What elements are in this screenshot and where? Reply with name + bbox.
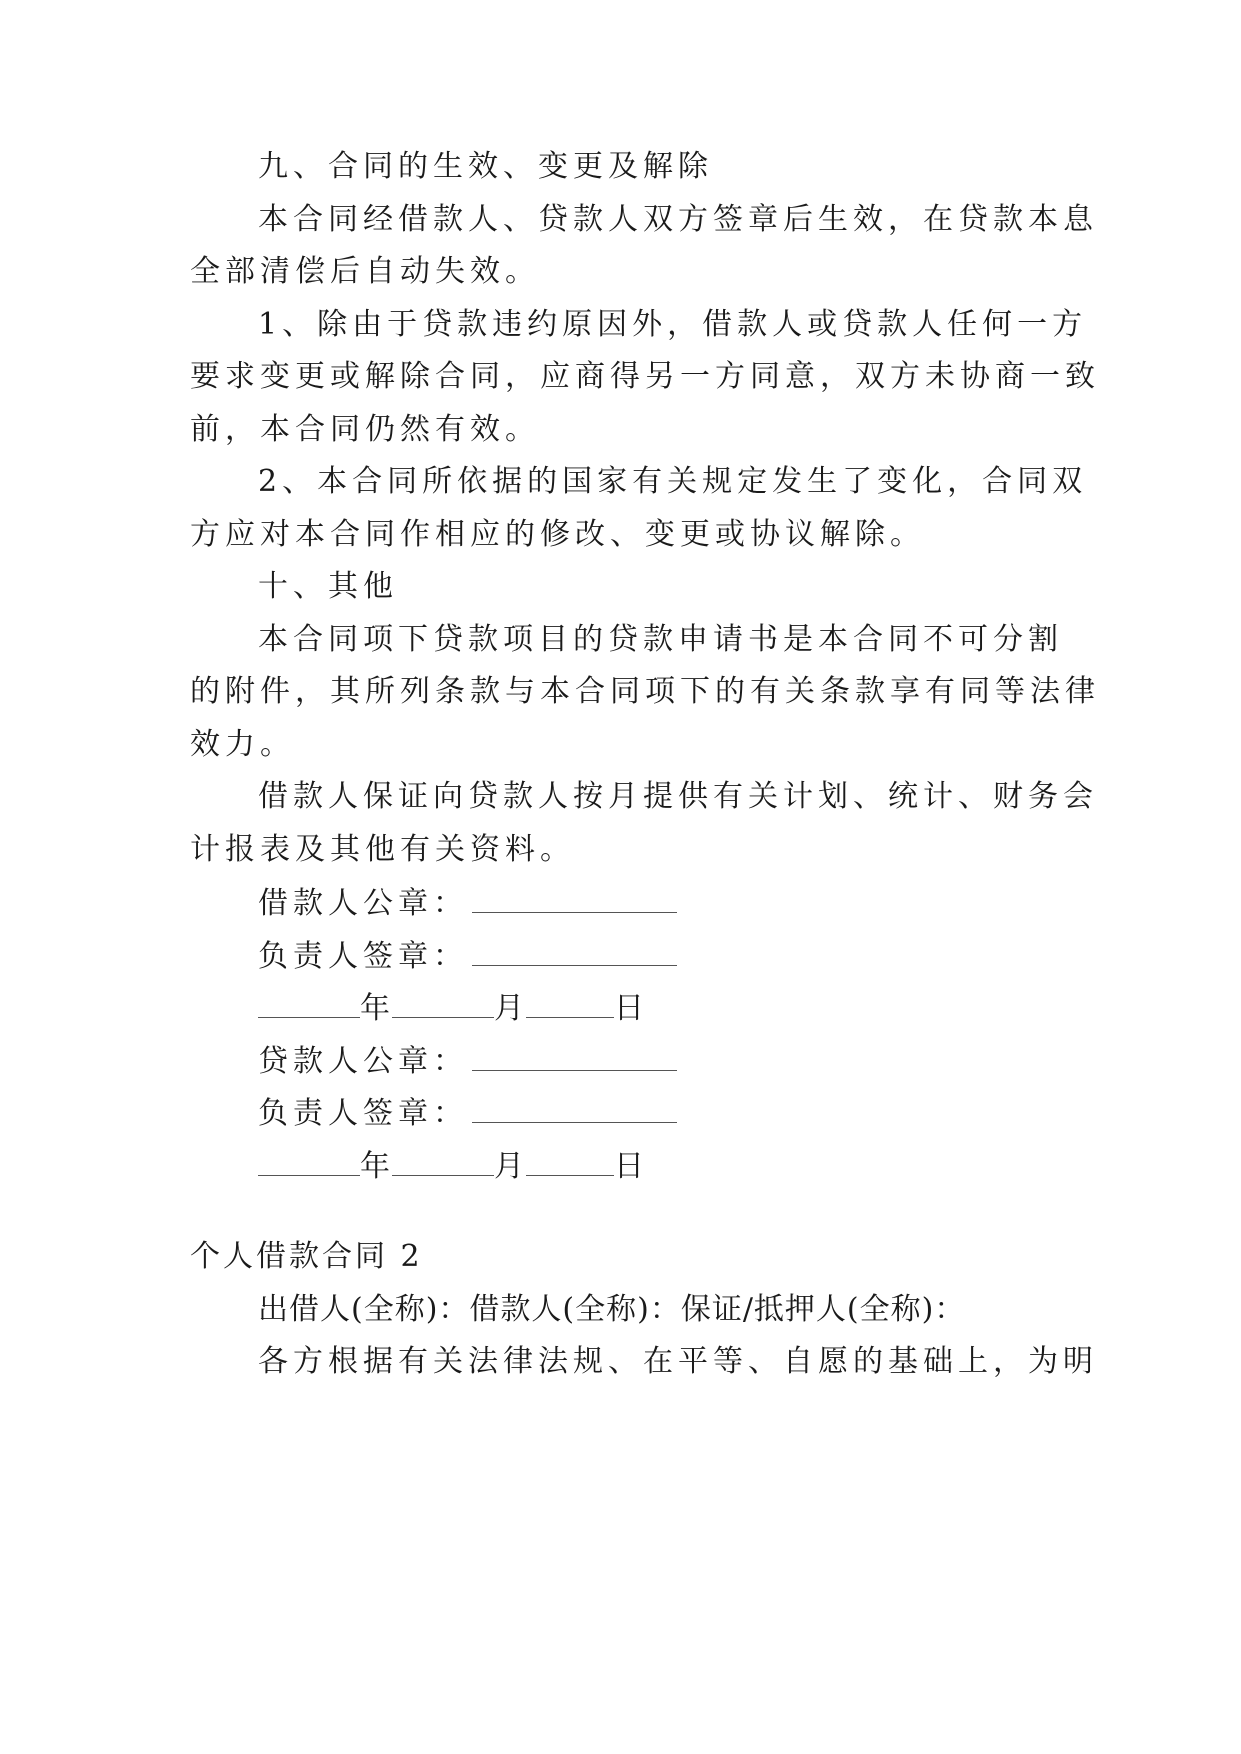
- lender-seal-field: [258, 1040, 1118, 1080]
- month-label: 月: [494, 991, 526, 1026]
- year-label: 年: [360, 1149, 392, 1184]
- borrower-sign-blank: [472, 935, 677, 966]
- paragraph-line: 本合同项下贷款项目的贷款申请书是本合同不可分割: [258, 622, 1063, 657]
- paragraph-line: 要求变更或解除合同，应商得另一方同意，双方未协商一致: [190, 359, 1100, 394]
- paragraph-line: 2、本合同所依据的国家有关规定发生了变化，合同双: [258, 464, 1088, 499]
- year-blank: [258, 987, 360, 1018]
- lender-sign-label: 负责人签章：: [258, 1096, 468, 1131]
- lender-sign-field: [258, 1092, 1118, 1132]
- borrower-sign-field: [258, 935, 1118, 975]
- paragraph-line: 全部清偿后自动失效。: [190, 254, 540, 289]
- paragraph-line: 计报表及其他有关资料。: [190, 832, 575, 867]
- lender-seal-label: 贷款人公章：: [258, 1044, 468, 1079]
- contract-2-preamble: 各方根据有关法律法规、在平等、自愿的基础上，为明: [258, 1344, 1098, 1379]
- lender-sign-blank: [472, 1092, 677, 1123]
- paragraph-line: 前，本合同仍然有效。: [190, 412, 540, 447]
- paragraph-line: 1、除由于贷款违约原因外，借款人或贷款人任何一方: [258, 307, 1088, 342]
- paragraph-line: 本合同经借款人、贷款人双方签章后生效，在贷款本息: [258, 202, 1098, 237]
- month-blank: [392, 1145, 494, 1176]
- day-label: 日: [614, 991, 646, 1026]
- month-blank: [392, 987, 494, 1018]
- month-label: 月: [494, 1149, 526, 1184]
- borrower-seal-field: [258, 882, 1118, 922]
- section-heading-10: 十、其他: [258, 569, 398, 604]
- borrower-date-field: [258, 987, 1118, 1027]
- day-label: 日: [614, 1149, 646, 1184]
- contract-2-title: 个人借款合同 2: [190, 1239, 423, 1274]
- contract-2-parties: 出借人(全称)：借款人(全称)：保证/抵押人(全称)：: [258, 1292, 966, 1327]
- borrower-sign-label: 负责人签章：: [258, 939, 468, 974]
- paragraph-line: 借款人保证向贷款人按月提供有关计划、统计、财务会: [258, 779, 1098, 814]
- lender-seal-blank: [472, 1040, 677, 1071]
- year-blank: [258, 1145, 360, 1176]
- day-blank: [526, 987, 614, 1018]
- year-label: 年: [360, 991, 392, 1026]
- paragraph-line: 的附件，其所列条款与本合同项下的有关条款享有同等法律: [190, 674, 1100, 709]
- paragraph-line: 效力。: [190, 727, 295, 762]
- day-blank: [526, 1145, 614, 1176]
- paragraph-line: 方应对本合同作相应的修改、变更或协议解除。: [190, 517, 925, 552]
- section-heading-9: 九、合同的生效、变更及解除: [258, 149, 713, 184]
- borrower-seal-label: 借款人公章：: [258, 886, 468, 921]
- borrower-seal-blank: [472, 882, 677, 913]
- lender-date-field: [258, 1145, 1118, 1185]
